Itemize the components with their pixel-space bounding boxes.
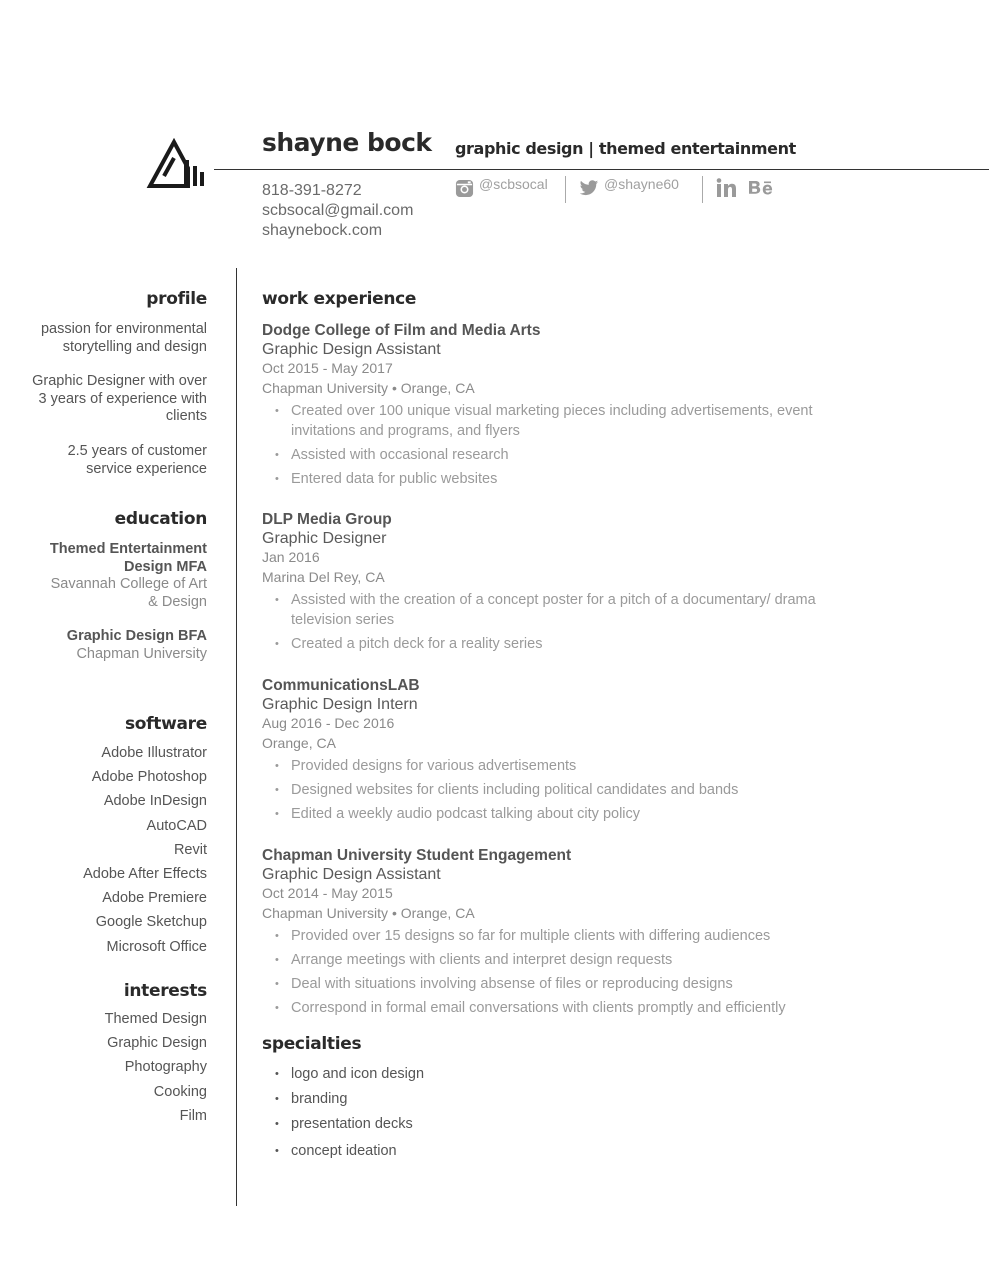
job-organization: Dodge College of Film and Media Arts: [262, 322, 541, 339]
education-item: [37, 628, 207, 663]
email-address: scbsocal@gmail.com: [262, 202, 414, 219]
twitter-icon: [579, 180, 599, 197]
profile-text-1: passion for environmental storytelling and design: [40, 321, 207, 355]
profile-text-2: Graphic Designer with over 3 years of experience with clients: [32, 373, 207, 424]
job-bullet: • Provided designs for various advertisements: [262, 756, 822, 776]
linkedin-icon[interactable]: [716, 178, 737, 198]
social-divider: [702, 176, 703, 203]
job-location: Marina Del Rey, CA: [262, 568, 385, 585]
education-item: [37, 541, 207, 611]
specialty-item: • concept ideation: [262, 1141, 822, 1161]
twitter-handle: @shayne60: [604, 176, 679, 192]
interests-heading: interests: [123, 981, 207, 1001]
software-heading: software: [124, 714, 207, 734]
job-dates: Oct 2015 - May 2017: [262, 360, 393, 376]
specialties-list: [262, 1061, 822, 1166]
job-bullet: • Correspond in formal email conversations with clients promptly and efficiently: [262, 998, 822, 1018]
interests-list: [105, 1007, 207, 1128]
job-entry: [262, 846, 822, 1022]
job-bullet: • Deal with situations involving absense of files or reproducing designs: [262, 974, 822, 994]
twitter-link[interactable]: [579, 176, 679, 202]
website-link[interactable]: shaynebock.com: [262, 222, 383, 239]
phone-number: 818-391-8272: [262, 182, 362, 199]
column-divider: [236, 268, 237, 1206]
software-item: Revit: [173, 841, 207, 858]
interest-item: Graphic Design: [107, 1035, 207, 1052]
social-divider: [565, 176, 566, 203]
job-bullet: • Assisted with the creation of a concept poster for a pitch of a documentary/ drama television series: [262, 590, 822, 630]
specialty-item: • branding: [262, 1089, 822, 1109]
software-item: Google Sketchup: [95, 914, 207, 931]
job-dates: Jan 2016: [262, 549, 320, 565]
profile-heading: profile: [146, 289, 207, 309]
instagram-link[interactable]: [455, 176, 548, 202]
job-organization: CommunicationsLAB: [262, 677, 420, 694]
instagram-handle: @scbsocal: [479, 176, 548, 192]
job-entry: [262, 510, 822, 658]
job-bullet: • Arrange meetings with clients and interpret design requests: [262, 950, 822, 970]
job-role: Graphic Design Intern: [262, 696, 418, 713]
school-name: Savannah College of Art & Design: [50, 576, 207, 610]
job-bullet: • Assisted with occasional research: [262, 445, 822, 465]
instagram-icon: [455, 179, 474, 198]
job-organization: Chapman University Student Engagement: [262, 847, 572, 864]
degree-name: Graphic Design BFA: [66, 628, 207, 644]
education-heading: education: [114, 509, 207, 529]
job-role: Graphic Design Assistant: [262, 866, 441, 883]
specialty-item: • logo and icon design: [262, 1064, 822, 1084]
specialties-heading: specialties: [262, 1034, 362, 1054]
job-bullet: • Entered data for public websites: [262, 469, 822, 489]
behance-icon[interactable]: [748, 178, 775, 198]
interest-item: Themed Design: [104, 1011, 207, 1027]
job-entry: [262, 321, 822, 493]
contact-info: [262, 181, 413, 241]
job-location: Chapman University • Orange, CA: [262, 379, 475, 396]
profile-text-3: 2.5 years of customer service experience: [67, 443, 207, 477]
software-list: [83, 741, 207, 959]
interest-item: Cooking: [153, 1083, 207, 1100]
work-experience-heading: work experience: [262, 289, 417, 309]
job-bullet: • Created a pitch deck for a reality series: [262, 634, 822, 654]
job-bullet: • Provided over 15 designs so far for multiple clients with differing audiences: [262, 926, 822, 946]
degree-name: Themed Entertainment Design MFA: [49, 541, 207, 575]
interest-item: Film: [179, 1107, 207, 1124]
job-role: Graphic Designer: [262, 530, 387, 547]
resume-name: shayne bock: [262, 128, 432, 157]
job-dates: Aug 2016 - Dec 2016: [262, 715, 395, 731]
software-item: Microsoft Office: [106, 938, 207, 955]
job-bullet: • Designed websites for clients including political candidates and bands: [262, 780, 822, 800]
job-location: Orange, CA: [262, 734, 336, 751]
job-organization: DLP Media Group: [262, 511, 392, 528]
header-divider: [214, 169, 989, 170]
resume-tagline: graphic design | themed entertainment: [455, 139, 796, 158]
job-dates: Oct 2014 - May 2015: [262, 885, 393, 901]
job-role: Graphic Design Assistant: [262, 341, 441, 358]
job-bullet: • Edited a weekly audio podcast talking about city policy: [262, 804, 822, 824]
software-item: Adobe InDesign: [103, 793, 207, 810]
job-bullet: • Created over 100 unique visual marketing pieces including advertisements, event invitations and programs, and flyers: [262, 401, 822, 441]
software-item: Adobe After Effects: [83, 866, 207, 883]
specialty-item: • presentation decks: [262, 1114, 822, 1134]
software-item: Adobe Illustrator: [101, 745, 207, 761]
job-location: Chapman University • Orange, CA: [262, 904, 475, 921]
logo-icon: [146, 138, 208, 190]
software-item: AutoCAD: [146, 817, 207, 834]
school-name: Chapman University: [76, 645, 207, 662]
software-item: Adobe Premiere: [102, 890, 207, 907]
interest-item: Photography: [124, 1059, 207, 1076]
job-entry: [262, 676, 822, 828]
software-item: Adobe Photoshop: [91, 769, 207, 786]
